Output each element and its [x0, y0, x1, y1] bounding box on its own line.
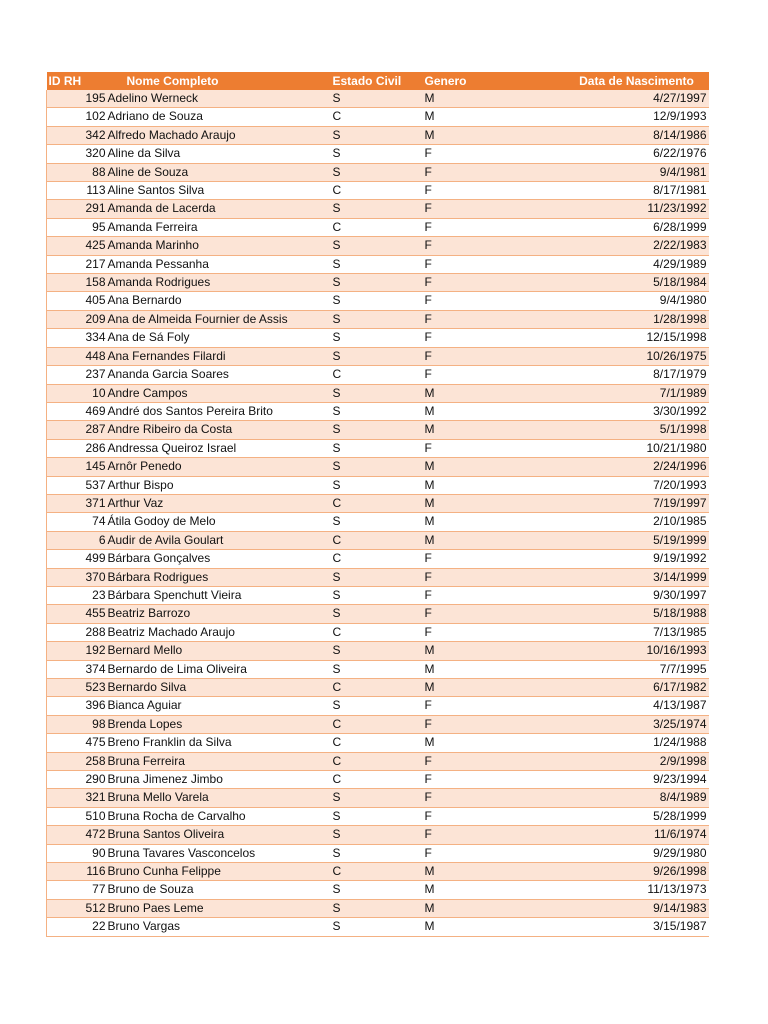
table-row[interactable] [47, 255, 709, 273]
cell-name[interactable]: Arthur Bispo [107, 476, 331, 494]
cell-civil[interactable]: S [331, 918, 423, 936]
cell-birth[interactable]: 2/22/1983 [565, 237, 709, 255]
cell-id[interactable]: 77 [47, 881, 107, 899]
cell-id[interactable]: 90 [47, 844, 107, 862]
cell-birth[interactable]: 2/24/1996 [565, 458, 709, 476]
cell-civil[interactable]: S [331, 237, 423, 255]
cell-gender[interactable]: F [423, 697, 565, 715]
cell-birth[interactable]: 11/6/1974 [565, 826, 709, 844]
employee-table [46, 72, 709, 937]
cell-id[interactable]: 370 [47, 568, 107, 586]
cell-gender[interactable]: M [423, 863, 565, 881]
cell-birth[interactable]: 5/28/1999 [565, 807, 709, 825]
cell-name[interactable]: Bernardo de Lima Oliveira [107, 660, 331, 678]
cell-birth[interactable]: 2/10/1985 [565, 513, 709, 531]
table-header [47, 72, 709, 90]
cell-civil[interactable]: C [331, 550, 423, 568]
cell-id[interactable]: 102 [47, 108, 107, 126]
cell-name[interactable]: Bruna Ferreira [107, 752, 331, 770]
cell-name[interactable]: Arthur Vaz [107, 494, 331, 512]
cell-id[interactable]: 237 [47, 366, 107, 384]
cell-birth[interactable]: 7/20/1993 [565, 476, 709, 494]
table-body [47, 90, 709, 936]
cell-id[interactable]: 23 [47, 586, 107, 604]
cell-id[interactable]: 320 [47, 145, 107, 163]
table-row[interactable] [47, 807, 709, 825]
cell-gender[interactable]: F [423, 844, 565, 862]
cell-birth[interactable]: 4/13/1987 [565, 697, 709, 715]
cell-name[interactable]: Beatriz Machado Araujo [107, 623, 331, 641]
cell-id[interactable]: 475 [47, 734, 107, 752]
cell-civil[interactable]: C [331, 752, 423, 770]
cell-civil[interactable]: C [331, 531, 423, 549]
cell-civil[interactable]: S [331, 642, 423, 660]
cell-birth[interactable]: 9/23/1994 [565, 771, 709, 789]
cell-civil[interactable]: S [331, 274, 423, 292]
cell-gender[interactable]: F [423, 329, 565, 347]
cell-civil[interactable]: C [331, 182, 423, 200]
cell-birth[interactable]: 10/26/1975 [565, 347, 709, 365]
table-row[interactable] [47, 366, 709, 384]
cell-birth[interactable]: 3/30/1992 [565, 402, 709, 420]
cell-name[interactable]: Arnôr Penedo [107, 458, 331, 476]
table-row[interactable] [47, 642, 709, 660]
cell-name[interactable]: Aline de Souza [107, 163, 331, 181]
cell-id[interactable]: 469 [47, 402, 107, 420]
cell-id[interactable]: 499 [47, 550, 107, 568]
cell-name[interactable]: Amanda de Lacerda [107, 200, 331, 218]
cell-name[interactable]: Beatriz Barrozo [107, 605, 331, 623]
table-row[interactable] [47, 881, 709, 899]
table-row[interactable] [47, 586, 709, 604]
cell-civil[interactable]: S [331, 697, 423, 715]
cell-id[interactable]: 209 [47, 310, 107, 328]
cell-gender[interactable]: M [423, 918, 565, 936]
cell-name[interactable]: Ana Bernardo [107, 292, 331, 310]
cell-id[interactable]: 510 [47, 807, 107, 825]
cell-birth[interactable]: 3/15/1987 [565, 918, 709, 936]
table-row[interactable] [47, 752, 709, 770]
cell-gender[interactable]: F [423, 182, 565, 200]
cell-gender[interactable]: M [423, 513, 565, 531]
cell-id[interactable]: 195 [47, 90, 107, 108]
cell-birth[interactable]: 4/29/1989 [565, 255, 709, 273]
cell-id[interactable]: 396 [47, 697, 107, 715]
cell-name[interactable]: Bruno Cunha Felippe [107, 863, 331, 881]
cell-name[interactable]: Andre Ribeiro da Costa [107, 421, 331, 439]
cell-civil[interactable]: C [331, 366, 423, 384]
header-gender[interactable]: Genero [423, 72, 565, 90]
cell-name[interactable]: Bruno de Souza [107, 881, 331, 899]
table-row[interactable] [47, 310, 709, 328]
table-row[interactable] [47, 292, 709, 310]
cell-id[interactable]: 258 [47, 752, 107, 770]
table-row[interactable] [47, 568, 709, 586]
cell-gender[interactable]: F [423, 715, 565, 733]
cell-name[interactable]: Andressa Queiroz Israel [107, 439, 331, 457]
cell-name[interactable]: Audir de Avila Goulart [107, 531, 331, 549]
cell-birth[interactable]: 9/30/1997 [565, 586, 709, 604]
cell-name[interactable]: Ana Fernandes Filardi [107, 347, 331, 365]
cell-birth[interactable]: 7/13/1985 [565, 623, 709, 641]
cell-civil[interactable]: S [331, 384, 423, 402]
cell-name[interactable]: Adriano de Souza [107, 108, 331, 126]
cell-gender[interactable]: M [423, 458, 565, 476]
cell-id[interactable]: 523 [47, 679, 107, 697]
cell-id[interactable]: 145 [47, 458, 107, 476]
cell-name[interactable]: Alfredo Machado Araujo [107, 126, 331, 144]
cell-name[interactable]: Aline Santos Silva [107, 182, 331, 200]
cell-name[interactable]: Bárbara Rodrigues [107, 568, 331, 586]
cell-civil[interactable]: C [331, 623, 423, 641]
cell-gender[interactable]: M [423, 90, 565, 108]
cell-civil[interactable]: S [331, 421, 423, 439]
cell-id[interactable]: 512 [47, 899, 107, 917]
cell-civil[interactable]: S [331, 439, 423, 457]
table-row[interactable] [47, 513, 709, 531]
cell-name[interactable]: Brenda Lopes [107, 715, 331, 733]
header-birth[interactable]: Data de Nascimento [565, 72, 709, 90]
cell-id[interactable]: 374 [47, 660, 107, 678]
table-row[interactable] [47, 218, 709, 236]
cell-gender[interactable]: M [423, 660, 565, 678]
table-row[interactable] [47, 844, 709, 862]
table-row[interactable] [47, 918, 709, 936]
table-row[interactable] [47, 458, 709, 476]
cell-id[interactable]: 286 [47, 439, 107, 457]
employee-sheet [46, 72, 708, 937]
cell-name[interactable]: Bruno Vargas [107, 918, 331, 936]
cell-name[interactable]: Amanda Marinho [107, 237, 331, 255]
cell-civil[interactable]: C [331, 108, 423, 126]
table-row[interactable] [47, 163, 709, 181]
cell-birth[interactable]: 3/14/1999 [565, 568, 709, 586]
cell-name[interactable]: Bernard Mello [107, 642, 331, 660]
cell-birth[interactable]: 8/17/1981 [565, 182, 709, 200]
cell-gender[interactable]: F [423, 274, 565, 292]
cell-birth[interactable]: 12/15/1998 [565, 329, 709, 347]
cell-gender[interactable]: M [423, 494, 565, 512]
cell-name[interactable]: Bruna Santos Oliveira [107, 826, 331, 844]
cell-civil[interactable]: S [331, 200, 423, 218]
table-row[interactable] [47, 402, 709, 420]
cell-civil[interactable]: S [331, 310, 423, 328]
table-row[interactable] [47, 899, 709, 917]
cell-gender[interactable]: F [423, 807, 565, 825]
cell-id[interactable]: 287 [47, 421, 107, 439]
cell-civil[interactable]: C [331, 715, 423, 733]
cell-birth[interactable]: 8/14/1986 [565, 126, 709, 144]
cell-civil[interactable]: C [331, 494, 423, 512]
cell-birth[interactable]: 9/19/1992 [565, 550, 709, 568]
table-row[interactable] [47, 679, 709, 697]
cell-birth[interactable]: 9/26/1998 [565, 863, 709, 881]
header-id[interactable]: ID RH [47, 72, 107, 90]
cell-gender[interactable]: M [423, 476, 565, 494]
table-row[interactable] [47, 531, 709, 549]
cell-civil[interactable]: S [331, 329, 423, 347]
cell-gender[interactable]: M [423, 402, 565, 420]
cell-birth[interactable]: 10/21/1980 [565, 439, 709, 457]
table-row[interactable] [47, 237, 709, 255]
cell-civil[interactable]: S [331, 90, 423, 108]
cell-name[interactable]: Bianca Aguiar [107, 697, 331, 715]
cell-birth[interactable]: 9/29/1980 [565, 844, 709, 862]
table-row[interactable] [47, 274, 709, 292]
cell-birth[interactable]: 8/17/1979 [565, 366, 709, 384]
table-row[interactable] [47, 329, 709, 347]
cell-gender[interactable]: F [423, 163, 565, 181]
cell-civil[interactable]: C [331, 218, 423, 236]
cell-gender[interactable]: F [423, 771, 565, 789]
cell-id[interactable]: 472 [47, 826, 107, 844]
cell-gender[interactable]: M [423, 734, 565, 752]
cell-birth[interactable]: 9/14/1983 [565, 899, 709, 917]
cell-id[interactable]: 10 [47, 384, 107, 402]
cell-civil[interactable]: S [331, 145, 423, 163]
cell-name[interactable]: Ananda Garcia Soares [107, 366, 331, 384]
cell-civil[interactable]: S [331, 844, 423, 862]
cell-civil[interactable]: C [331, 771, 423, 789]
cell-gender[interactable]: M [423, 421, 565, 439]
cell-id[interactable]: 455 [47, 605, 107, 623]
cell-name[interactable]: Ana de Sá Foly [107, 329, 331, 347]
cell-birth[interactable]: 10/16/1993 [565, 642, 709, 660]
table-row[interactable] [47, 200, 709, 218]
cell-gender[interactable]: F [423, 605, 565, 623]
cell-name[interactable]: Amanda Rodrigues [107, 274, 331, 292]
cell-birth[interactable]: 4/27/1997 [565, 90, 709, 108]
cell-name[interactable]: Bernardo Silva [107, 679, 331, 697]
cell-id[interactable]: 342 [47, 126, 107, 144]
cell-name[interactable]: Bárbara Gonçalves [107, 550, 331, 568]
cell-civil[interactable]: S [331, 513, 423, 531]
cell-birth[interactable]: 1/24/1988 [565, 734, 709, 752]
cell-id[interactable]: 288 [47, 623, 107, 641]
cell-gender[interactable]: F [423, 347, 565, 365]
table-row[interactable] [47, 182, 709, 200]
table-row[interactable] [47, 863, 709, 881]
cell-gender[interactable]: M [423, 384, 565, 402]
cell-gender[interactable]: M [423, 531, 565, 549]
table-row[interactable] [47, 384, 709, 402]
cell-birth[interactable]: 11/23/1992 [565, 200, 709, 218]
cell-civil[interactable]: S [331, 881, 423, 899]
cell-gender[interactable]: F [423, 568, 565, 586]
cell-id[interactable]: 74 [47, 513, 107, 531]
cell-birth[interactable]: 6/22/1976 [565, 145, 709, 163]
cell-gender[interactable]: M [423, 108, 565, 126]
cell-birth[interactable]: 12/9/1993 [565, 108, 709, 126]
cell-birth[interactable]: 3/25/1974 [565, 715, 709, 733]
cell-id[interactable]: 405 [47, 292, 107, 310]
cell-name[interactable]: Ana de Almeida Fournier de Assis [107, 310, 331, 328]
cell-gender[interactable]: F [423, 237, 565, 255]
cell-civil[interactable]: S [331, 458, 423, 476]
cell-birth[interactable]: 7/1/1989 [565, 384, 709, 402]
cell-name[interactable]: Bruna Rocha de Carvalho [107, 807, 331, 825]
cell-id[interactable]: 158 [47, 274, 107, 292]
cell-civil[interactable]: S [331, 163, 423, 181]
cell-birth[interactable]: 8/4/1989 [565, 789, 709, 807]
cell-civil[interactable]: C [331, 863, 423, 881]
cell-gender[interactable]: M [423, 899, 565, 917]
table-row[interactable] [47, 145, 709, 163]
cell-gender[interactable]: F [423, 145, 565, 163]
table-row[interactable] [47, 715, 709, 733]
cell-id[interactable]: 537 [47, 476, 107, 494]
cell-id[interactable]: 116 [47, 863, 107, 881]
cell-civil[interactable]: S [331, 402, 423, 420]
cell-gender[interactable]: F [423, 550, 565, 568]
cell-gender[interactable]: M [423, 679, 565, 697]
cell-name[interactable]: Bruno Paes Leme [107, 899, 331, 917]
cell-civil[interactable]: S [331, 660, 423, 678]
cell-civil[interactable]: C [331, 679, 423, 697]
cell-gender[interactable]: F [423, 439, 565, 457]
table-row[interactable] [47, 789, 709, 807]
cell-id[interactable]: 113 [47, 182, 107, 200]
cell-civil[interactable]: S [331, 807, 423, 825]
cell-birth[interactable]: 7/7/1995 [565, 660, 709, 678]
cell-birth[interactable]: 5/18/1984 [565, 274, 709, 292]
cell-gender[interactable]: F [423, 292, 565, 310]
table-row[interactable] [47, 90, 709, 108]
cell-id[interactable]: 217 [47, 255, 107, 273]
cell-name[interactable]: Bruna Jimenez Jimbo [107, 771, 331, 789]
cell-birth[interactable]: 1/28/1998 [565, 310, 709, 328]
cell-id[interactable]: 88 [47, 163, 107, 181]
cell-birth[interactable]: 5/19/1999 [565, 531, 709, 549]
table-row[interactable] [47, 108, 709, 126]
cell-civil[interactable]: S [331, 586, 423, 604]
cell-gender[interactable]: F [423, 586, 565, 604]
cell-id[interactable]: 98 [47, 715, 107, 733]
cell-gender[interactable]: M [423, 642, 565, 660]
cell-id[interactable]: 371 [47, 494, 107, 512]
cell-id[interactable]: 448 [47, 347, 107, 365]
cell-name[interactable]: André dos Santos Pereira Brito [107, 402, 331, 420]
table-row[interactable] [47, 771, 709, 789]
cell-name[interactable]: Bruna Mello Varela [107, 789, 331, 807]
table-row[interactable] [47, 660, 709, 678]
cell-name[interactable]: Aline da Silva [107, 145, 331, 163]
cell-civil[interactable]: S [331, 789, 423, 807]
cell-civil[interactable]: S [331, 292, 423, 310]
cell-birth[interactable]: 11/13/1973 [565, 881, 709, 899]
cell-civil[interactable]: S [331, 826, 423, 844]
cell-birth[interactable]: 9/4/1980 [565, 292, 709, 310]
table-row[interactable] [47, 476, 709, 494]
cell-id[interactable]: 334 [47, 329, 107, 347]
cell-id[interactable]: 425 [47, 237, 107, 255]
cell-id[interactable]: 95 [47, 218, 107, 236]
cell-name[interactable]: Átila Godoy de Melo [107, 513, 331, 531]
cell-birth[interactable]: 6/17/1982 [565, 679, 709, 697]
cell-gender[interactable]: F [423, 218, 565, 236]
cell-name[interactable]: Bárbara Spenchutt Vieira [107, 586, 331, 604]
table-row[interactable] [47, 421, 709, 439]
cell-gender[interactable]: F [423, 789, 565, 807]
cell-civil[interactable]: S [331, 476, 423, 494]
cell-gender[interactable]: F [423, 200, 565, 218]
cell-gender[interactable]: M [423, 881, 565, 899]
table-row[interactable] [47, 347, 709, 365]
cell-id[interactable]: 290 [47, 771, 107, 789]
header-row [47, 72, 709, 90]
header-name[interactable]: Nome Completo [107, 72, 331, 90]
cell-name[interactable]: Adelino Werneck [107, 90, 331, 108]
cell-gender[interactable]: F [423, 623, 565, 641]
table-row[interactable] [47, 439, 709, 457]
cell-birth[interactable]: 2/9/1998 [565, 752, 709, 770]
cell-name[interactable]: Bruna Tavares Vasconcelos [107, 844, 331, 862]
cell-gender[interactable]: F [423, 752, 565, 770]
cell-id[interactable]: 6 [47, 531, 107, 549]
cell-birth[interactable]: 5/1/1998 [565, 421, 709, 439]
cell-gender[interactable]: M [423, 126, 565, 144]
cell-id[interactable]: 291 [47, 200, 107, 218]
cell-civil[interactable]: S [331, 347, 423, 365]
cell-gender[interactable]: F [423, 310, 565, 328]
table-row[interactable] [47, 697, 709, 715]
cell-gender[interactable]: F [423, 255, 565, 273]
table-row[interactable] [47, 623, 709, 641]
table-row[interactable] [47, 494, 709, 512]
cell-civil[interactable]: C [331, 734, 423, 752]
cell-civil[interactable]: S [331, 899, 423, 917]
cell-birth[interactable]: 5/18/1988 [565, 605, 709, 623]
table-row[interactable] [47, 605, 709, 623]
cell-birth[interactable]: 6/28/1999 [565, 218, 709, 236]
cell-birth[interactable]: 7/19/1997 [565, 494, 709, 512]
cell-civil[interactable]: S [331, 568, 423, 586]
table-row[interactable] [47, 826, 709, 844]
cell-civil[interactable]: S [331, 255, 423, 273]
table-row[interactable] [47, 126, 709, 144]
cell-name[interactable]: Amanda Ferreira [107, 218, 331, 236]
cell-civil[interactable]: S [331, 126, 423, 144]
cell-gender[interactable]: F [423, 826, 565, 844]
header-civil[interactable]: Estado Civil [331, 72, 423, 90]
cell-id[interactable]: 321 [47, 789, 107, 807]
cell-name[interactable]: Amanda Pessanha [107, 255, 331, 273]
table-row[interactable] [47, 734, 709, 752]
cell-name[interactable]: Andre Campos [107, 384, 331, 402]
cell-id[interactable]: 192 [47, 642, 107, 660]
cell-name[interactable]: Breno Franklin da Silva [107, 734, 331, 752]
table-row[interactable] [47, 550, 709, 568]
cell-id[interactable]: 22 [47, 918, 107, 936]
cell-birth[interactable]: 9/4/1981 [565, 163, 709, 181]
cell-gender[interactable]: F [423, 366, 565, 384]
cell-civil[interactable]: S [331, 605, 423, 623]
